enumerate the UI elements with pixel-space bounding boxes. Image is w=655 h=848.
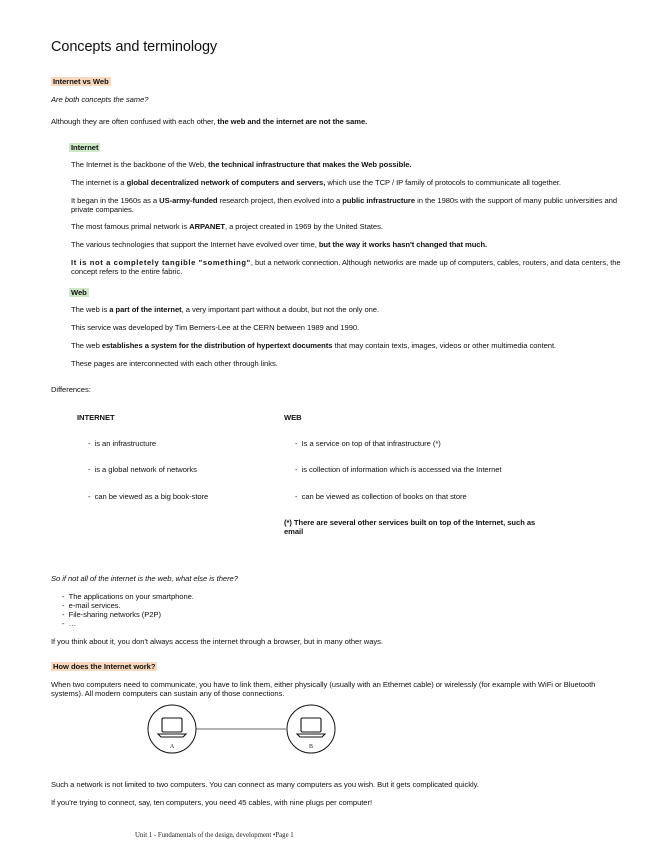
- differences-label: Differences:: [51, 385, 91, 394]
- page-title: Concepts and terminology: [51, 39, 218, 55]
- internet-column-header: INTERNET: [77, 413, 115, 422]
- internet-diff-item-2: - is a global network of networks: [88, 465, 197, 474]
- web-paragraph-3: The web establishes a system for the distribution of hypertext documents that may contain texts, images, videos or other multimedia content.: [71, 341, 557, 350]
- internet-vs-web-heading: Internet vs Web: [53, 77, 109, 86]
- browser-note: If you think about it, you don't always access the internet through a browser, but in many other ways.: [51, 637, 383, 646]
- list-item: - File-sharing networks (P2P): [62, 610, 161, 619]
- internet-diff-item-3: - can be viewed as a big book-store: [88, 492, 209, 501]
- how-heading: How does the Internet work?: [53, 662, 156, 671]
- web-paragraph-4: These pages are interconnected with each other through links.: [71, 359, 278, 368]
- web-heading: Web: [71, 288, 87, 297]
- web-paragraph-1: The web is a part of the internet, a very important part without a doubt, but not the only one.: [71, 305, 380, 314]
- how-paragraph-3: If you're trying to connect, say, ten computers, you need 45 cables, with nine plugs per computer!: [51, 798, 373, 807]
- how-paragraph-2: Such a network is not limited to two computers. You can connect as many computers as you wish. But it gets complicated quickly.: [51, 780, 479, 789]
- internet-heading: Internet: [71, 143, 99, 152]
- computer-b-label: B: [308, 744, 314, 750]
- internet-paragraph-6-line-2: concept refers to the entire fabric.: [71, 267, 183, 276]
- differences-note: (*) There are several other services built on top of the Internet, such as: [284, 518, 536, 527]
- internet-paragraph-4: The most famous primal network is ARPANET, a project created in 1969 by the United States.: [71, 222, 383, 231]
- section-heading-internet: [69, 143, 100, 153]
- page-footer: Unit 1 - Fundamentals of the design, development •Page 1: [135, 832, 294, 839]
- computer-a-node: [148, 705, 196, 753]
- how-paragraph-1-line-2: systems). All modern computers can sustain any of those connections.: [51, 689, 285, 698]
- list-item: - …: [62, 619, 77, 628]
- section-heading-how: [51, 662, 157, 672]
- internet-paragraph-2: The internet is a global decentralized network of computers and servers, which use the TCP / IP family of protocols to communicate all together.: [71, 178, 561, 187]
- intro-paragraph: Although they are often confused with each other, the web and the internet are not the same.: [51, 117, 368, 126]
- web-column-header: WEB: [284, 413, 302, 422]
- question-same: Are both concepts the same?: [51, 95, 149, 104]
- internet-diff-item-1: - is an infrastructure: [88, 439, 157, 448]
- web-paragraph-2: This service was developed by Tim Berners-Lee at the CERN between 1989 and 1990.: [71, 323, 360, 332]
- internet-paragraph-6: It is not a completely tangible "something", but a network connection. Although networks are made up of computers, cables, routers, and data centers, the: [71, 258, 621, 267]
- web-diff-item-3: - can be viewed as collection of books on that store: [295, 492, 467, 501]
- internet-paragraph-3: It began in the 1960s as a US-army-funded research project, then evolved into a public infrastructure in the 1980s with the support of many public universities and: [71, 196, 618, 205]
- computer-a-label: A: [169, 744, 175, 750]
- list-item: - e-mail services.: [62, 601, 121, 610]
- how-paragraph-1: When two computers need to communicate, you have to link them, either physically (usually with an Ethernet cable) or wirelessly (for example with WiFi or Bluetooth: [51, 680, 596, 689]
- web-diff-item-2: - is collection of information which is accessed via the Internet: [295, 465, 502, 474]
- section-heading-web: [69, 288, 89, 298]
- internet-paragraph-1: The Internet is the backbone of the Web, the technical infrastructure that makes the Web possible.: [71, 160, 412, 169]
- computer-b-node: [287, 705, 335, 753]
- question-what-else: So if not all of the internet is the web, what else is there?: [51, 574, 238, 583]
- differences-note-line-2: email: [284, 527, 304, 536]
- internet-paragraph-3-line-2: private companies.: [71, 205, 134, 214]
- section-heading-internet-vs-web: [51, 77, 111, 87]
- laptop-icon: [297, 718, 325, 737]
- list-item: - The applications on your smartphone.: [62, 592, 194, 601]
- web-diff-item-1: - Is a service on top of that infrastructure (*): [295, 439, 441, 448]
- internet-paragraph-5: The various technologies that support the Internet have evolved over time, but the way it works hasn't changed that much.: [71, 240, 488, 249]
- two-computer-network-diagram: [140, 700, 350, 762]
- laptop-icon: [158, 718, 186, 737]
